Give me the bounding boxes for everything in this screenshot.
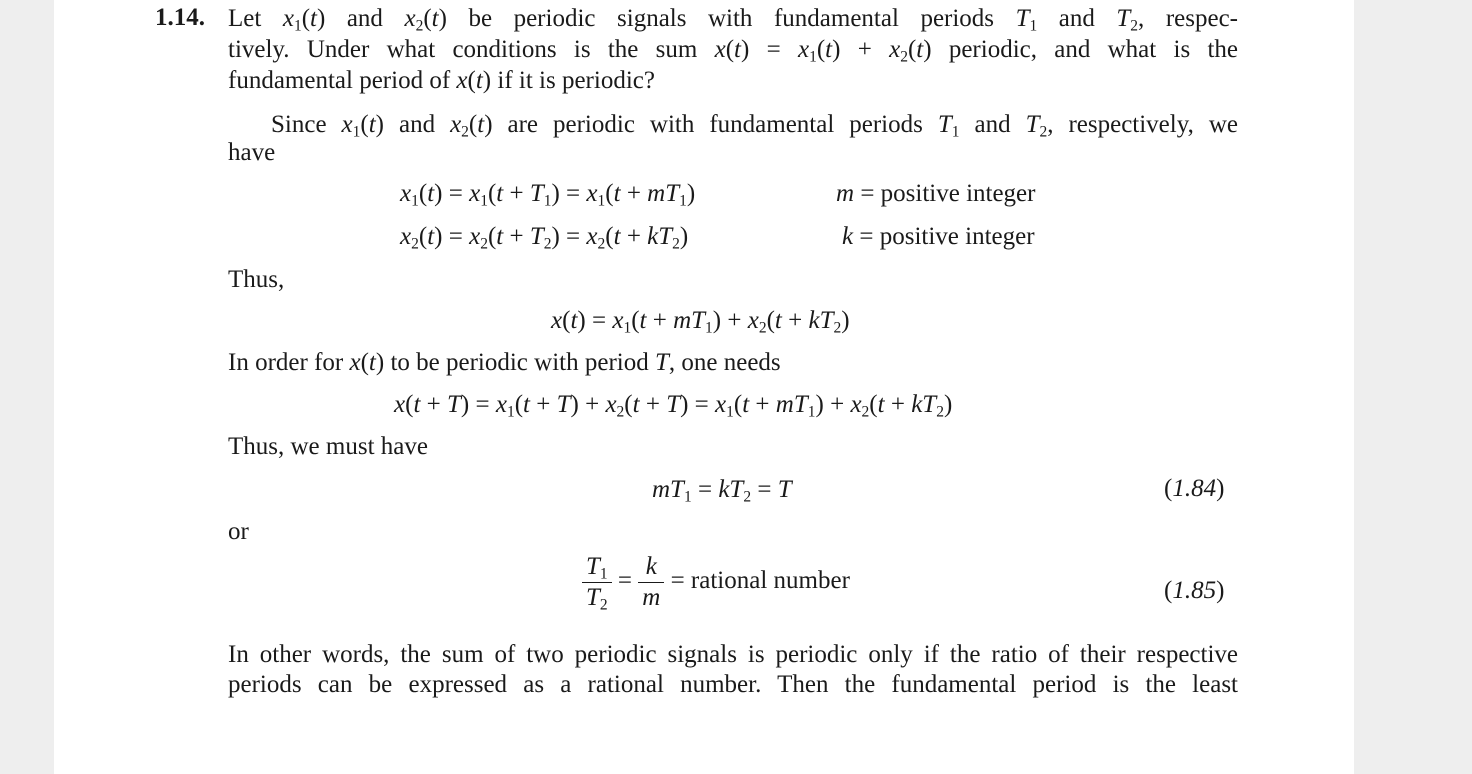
equation-x1: $x_1(t) = x_1(t + T_1) = x_1(t + mT_1)$ (400, 180, 696, 210)
solution-intro-line-1: Since $x_1(t)$ and $x_2(t)$ are periodic with fundamental periods $T_1$ and $T_2$, respectively, we (271, 111, 1238, 141)
closing-line-1: In other words, the sum of two periodic signals is periodic only if the ratio of their respective (228, 641, 1238, 668)
equation-x1-condition: m = positive integer (836, 180, 1036, 207)
document-page (54, 0, 1354, 774)
thus-text-1: Thus, (228, 266, 285, 293)
equation-1-85-label: (1.85) (1164, 577, 1225, 604)
problem-number: 1.14. (155, 4, 205, 31)
or-text: or (228, 518, 249, 545)
closing-line-2: periods can be expressed as a rational number. Then the fundamental period is the least (228, 671, 1238, 698)
equation-1-84: $mT_1 = kT_2 = T$ (652, 476, 792, 506)
fraction-t1-over-t2: $\frac{T_1}{T_2}$ (582, 552, 612, 613)
order-text: In order for x(t) to be periodic with period T, one needs (228, 349, 781, 376)
equation-1-85: $\frac{T_1}{T_2}$ = $\frac{k}{m}$ = rational number (582, 552, 850, 613)
equation-x2-condition: k = positive integer (842, 223, 1035, 250)
equation-1-85-rhs: = rational number (670, 567, 850, 595)
equation-1-84-label: (1.84) (1164, 475, 1225, 502)
thus-text-2: Thus, we must have (228, 433, 428, 460)
equation-period: $x(t + T) = x_1(t + T) + x_2(t + T) = x_1(t + mT_1) + x_2(t + kT_2)$ (394, 391, 953, 421)
equation-x-sum: $x(t) = x_1(t + mT_1) + x_2(t + kT_2)$ (551, 307, 850, 337)
fraction-k-over-m: $\frac{k}{m}$ (638, 552, 664, 613)
equation-x2: $x_2(t) = x_2(t + T_2) = x_2(t + kT_2)$ (400, 223, 689, 253)
solution-intro-line-2: have (228, 139, 276, 166)
problem-line-2: tively. Under what conditions is the sum $x(t) = x_1(t) + x_2(t)$ periodic, and what is the (228, 36, 1238, 66)
problem-line-1: Let $x_1(t)$ and $x_2(t)$ be periodic signals with fundamental periods $T_1$ and $T_2$, respec- (228, 5, 1238, 35)
problem-line-3: fundamental period of x(t) if it is periodic? (228, 67, 655, 94)
